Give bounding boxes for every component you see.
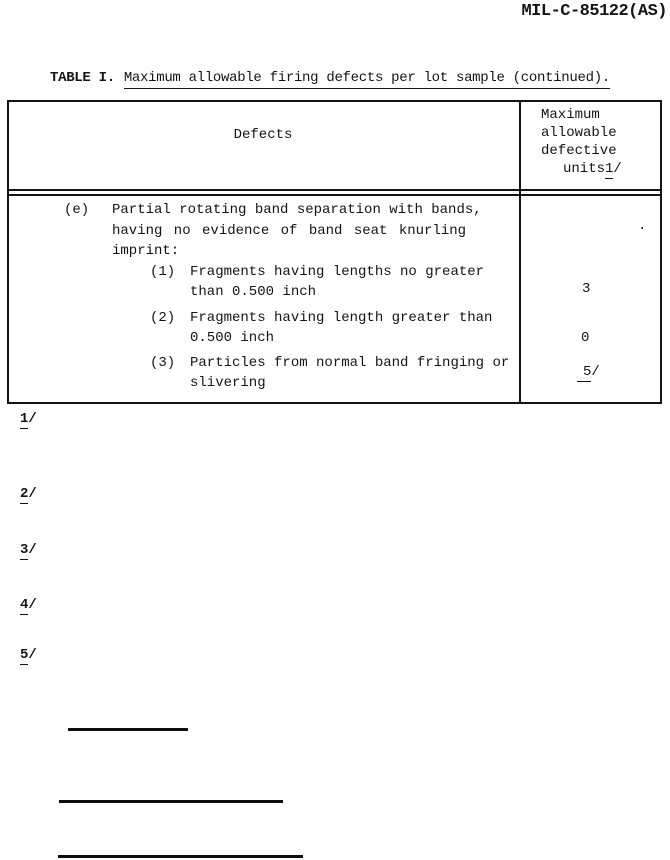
item-3-label: (3) [150,355,176,371]
item-2-line1: Fragments having length greater than [190,310,493,326]
header-units-text: units [563,161,606,177]
table-title-text: Maximum allowable firing defects per lot sample (continued). [124,70,610,89]
header-col2-line3: defective [541,143,617,159]
footnote-1-slash: / [28,411,37,427]
row-e-line2: having no evidence of band seat knurling [112,223,467,239]
item-3-value-footnote-ref [577,364,600,382]
table-body-top-border [7,194,662,196]
stray-dot: . [638,218,647,234]
footnote-2-number: 2 [20,486,29,502]
footnote-ref-1-slash: / [613,161,622,177]
bottom-rule-3 [58,855,303,858]
table-title-prefix: TABLE I. [50,70,115,86]
footnote-ref-5-number: 5 [577,365,591,382]
header-max-allowable [541,106,622,179]
footnote-2-slash: / [28,486,37,502]
bottom-rule-2 [59,800,283,803]
footnote-marker-1 [20,411,37,429]
header-col2-line2: allowable [541,125,617,141]
footnote-marker-4 [20,597,37,615]
footnote-5-slash: / [28,647,37,663]
header-defects: Defects [233,127,293,143]
footnote-marker-5 [20,647,37,665]
table-title [50,70,610,86]
table-border-left [7,100,9,404]
header-col2-line4 [563,160,622,179]
row-e-label: (e) [64,202,90,218]
bottom-rule-1 [68,728,188,731]
header-col2-line1: Maximum [541,107,600,123]
item-2-line2: 0.500 inch [190,330,275,346]
item-1-value: 3 [582,281,591,297]
item-3-line1: Particles from normal band fringing or [190,355,510,371]
item-2-label: (2) [150,310,176,326]
footnote-3-slash: / [28,542,37,558]
table-column-divider [519,100,521,404]
footnote-1-number: 1 [20,411,29,427]
footnote-4-slash: / [28,597,37,613]
item-1-label: (1) [150,264,176,280]
item-1-line2: than 0.500 inch [190,284,317,300]
footnote-4-number: 4 [20,597,29,613]
item-1-line1: Fragments having lengths no greater [190,264,485,280]
footnote-ref-1-number: 1 [605,161,614,177]
table-header-separator [7,189,662,191]
footnote-3-number: 3 [20,542,29,558]
row-e-line3: imprint: [112,243,180,259]
table-border-bottom [7,402,662,404]
table-border-top [7,100,662,102]
footnote-marker-3 [20,542,37,560]
document-number: MIL-C-85122(AS) [521,2,667,21]
row-e-line1: Partial rotating band separation with bands, [112,202,482,218]
footnote-marker-2 [20,486,37,504]
item-3-line2: slivering [190,375,266,391]
footnote-5-number: 5 [20,647,29,663]
item-2-value: 0 [581,330,590,346]
table-border-right [660,100,662,404]
footnote-ref-5-slash: / [591,364,600,380]
